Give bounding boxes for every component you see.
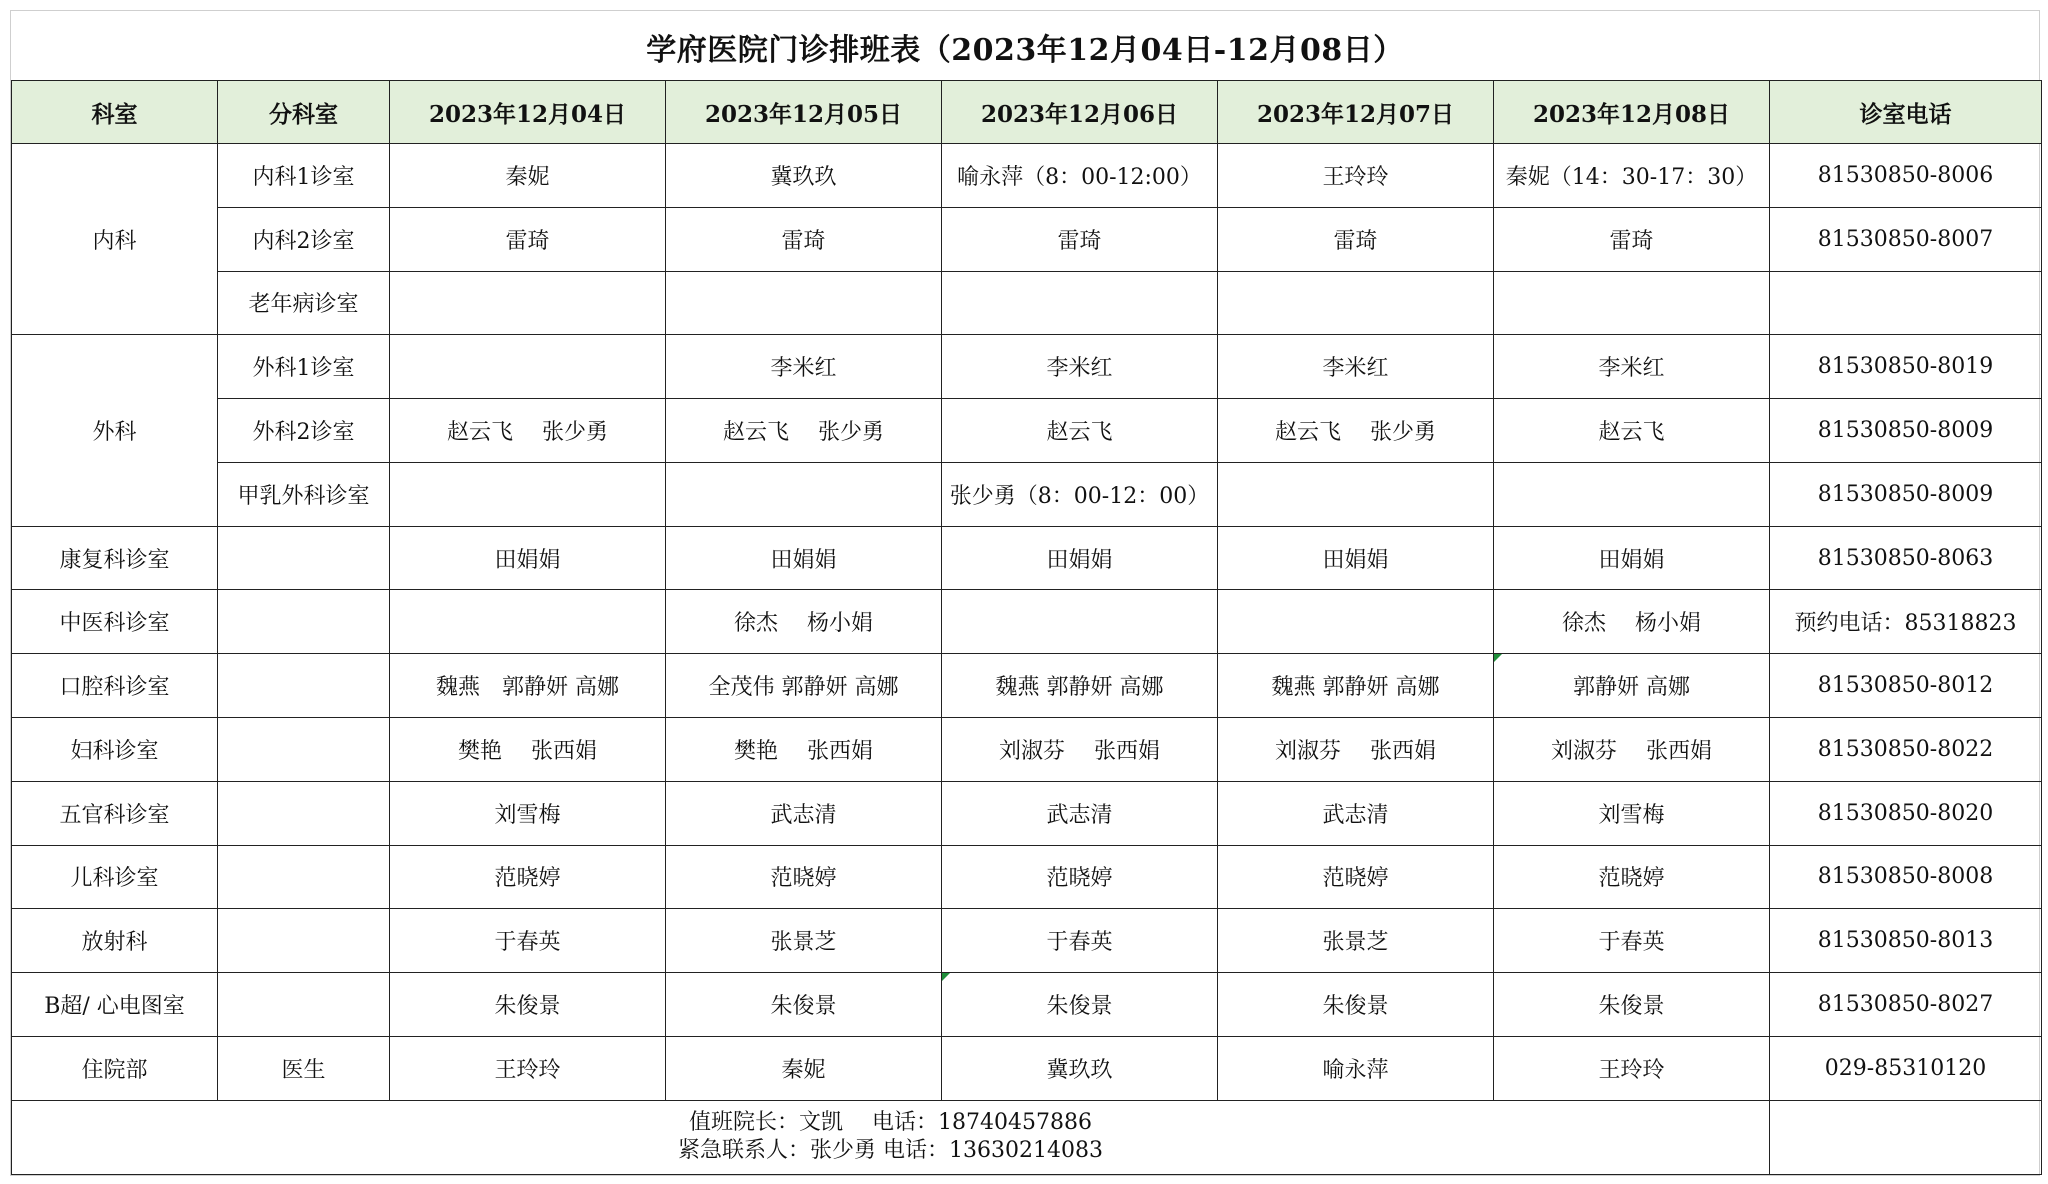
table-row (12, 462, 2042, 526)
phone-cell: 81530850-8020 (1770, 781, 2042, 845)
subdept-cell: 内科2诊室 (218, 207, 390, 271)
subdept-cell (218, 845, 390, 909)
doctor-cell: 武志清 (1218, 781, 1494, 845)
doctor-cell: 秦妮（14：30-17：30） (1494, 144, 1770, 208)
doctor-cell: 朱俊景 (1494, 973, 1770, 1037)
doctor-cell: 张少勇（8：00-12：00） (942, 462, 1218, 526)
phone-cell: 81530850-8027 (1770, 973, 2042, 1037)
dept-cell: 住院部 (12, 1036, 218, 1100)
doctor-cell: 樊艳 张西娟 (390, 718, 666, 782)
doctor-cell: 雷琦 (1218, 207, 1494, 271)
dept-cell: 口腔科诊室 (12, 654, 218, 718)
table-row (12, 207, 2042, 271)
header-row (12, 81, 2042, 144)
footer-row (12, 1100, 2042, 1174)
dept-cell: 妇科诊室 (12, 718, 218, 782)
doctor-cell: 雷琦 (390, 207, 666, 271)
page-title: 学府医院门诊排班表（2023年12月04日-12月08日） (646, 33, 1404, 68)
phone-cell: 81530850-8012 (1770, 654, 2042, 718)
doctor-cell: 喻永萍（8：00-12:00） (942, 144, 1218, 208)
phone-cell: 029-85310120 (1770, 1036, 2042, 1100)
phone-cell: 81530850-8008 (1770, 845, 2042, 909)
subdept-cell (218, 590, 390, 654)
doctor-cell: 于春英 (942, 909, 1218, 973)
doctor-cell: 朱俊景 (1218, 973, 1494, 1037)
doctor-cell: 魏燕 郭静妍 高娜 (942, 654, 1218, 718)
doctor-cell: 赵云飞 (942, 399, 1218, 463)
doctor-cell: 范晓婷 (666, 845, 942, 909)
subdept-cell: 外科2诊室 (218, 399, 390, 463)
phone-cell: 81530850-8063 (1770, 526, 2042, 590)
table-row (12, 1036, 2042, 1100)
doctor-cell: 武志清 (666, 781, 942, 845)
table-row (12, 271, 2042, 335)
subdept-cell (218, 909, 390, 973)
phone-cell: 81530850-8019 (1770, 335, 2042, 399)
doctor-cell: 喻永萍 (1218, 1036, 1494, 1100)
col-header-date-4: 2023年12月07日 (1218, 81, 1494, 144)
phone-cell: 81530850-8009 (1770, 399, 2042, 463)
dept-cell: 内科 (12, 144, 218, 335)
col-header-date-2: 2023年12月05日 (666, 81, 942, 144)
phone-cell (1770, 271, 2042, 335)
doctor-cell: 赵云飞 张少勇 (1218, 399, 1494, 463)
doctor-cell (390, 271, 666, 335)
doctor-cell: 李米红 (1218, 335, 1494, 399)
col-header-subdept: 分科室 (218, 81, 390, 144)
doctor-cell: 王玲玲 (1218, 144, 1494, 208)
col-header-dept: 科室 (12, 81, 218, 144)
doctor-cell: 魏燕 郭静妍 高娜 (390, 654, 666, 718)
doctor-cell: 冀玖玖 (942, 1036, 1218, 1100)
col-header-date-1: 2023年12月04日 (390, 81, 666, 144)
doctor-cell: 刘雪梅 (1494, 781, 1770, 845)
phone-cell: 81530850-8006 (1770, 144, 2042, 208)
doctor-cell: 范晓婷 (942, 845, 1218, 909)
doctor-cell: 王玲玲 (390, 1036, 666, 1100)
table-row (12, 144, 2042, 208)
doctor-cell: 田娟娟 (1494, 526, 1770, 590)
phone-cell: 81530850-8022 (1770, 718, 2042, 782)
dept-cell: 五官科诊室 (12, 781, 218, 845)
doctor-cell: 冀玖玖 (666, 144, 942, 208)
subdept-cell: 医生 (218, 1036, 390, 1100)
doctor-cell (390, 335, 666, 399)
doctor-cell: 全茂伟 郭静妍 高娜 (666, 654, 942, 718)
doctor-cell: 于春英 (390, 909, 666, 973)
doctor-cell: 雷琦 (942, 207, 1218, 271)
subdept-cell (218, 718, 390, 782)
doctor-cell: 范晓婷 (390, 845, 666, 909)
emergency-contact-line: 紧急联系人：张少勇 电话：13630214083 (678, 1138, 1103, 1164)
doctor-cell: 田娟娟 (942, 526, 1218, 590)
subdept-cell: 甲乳外科诊室 (218, 462, 390, 526)
doctor-cell: 范晓婷 (1218, 845, 1494, 909)
doctor-cell: 武志清 (942, 781, 1218, 845)
doctor-cell: 徐杰 杨小娟 (666, 590, 942, 654)
doctor-cell: 范晓婷 (1494, 845, 1770, 909)
doctor-cell: 赵云飞 (1494, 399, 1770, 463)
dept-cell: 放射科 (12, 909, 218, 973)
doctor-cell (1494, 462, 1770, 526)
subdept-cell: 内科1诊室 (218, 144, 390, 208)
dept-cell: B超/ 心电图室 (12, 973, 218, 1037)
doctor-cell: 刘淑芬 张西娟 (942, 718, 1218, 782)
doctor-cell: 樊艳 张西娟 (666, 718, 942, 782)
doctor-cell (666, 271, 942, 335)
phone-cell: 81530850-8007 (1770, 207, 2042, 271)
col-header-date-5: 2023年12月08日 (1494, 81, 1770, 144)
doctor-cell: 张景芝 (666, 909, 942, 973)
doctor-cell: 秦妮 (390, 144, 666, 208)
phone-cell: 81530850-8009 (1770, 462, 2042, 526)
subdept-cell (218, 973, 390, 1037)
table-row (12, 973, 2042, 1037)
table-row (12, 845, 2042, 909)
table-row (12, 399, 2042, 463)
col-header-phone: 诊室电话 (1770, 81, 2042, 144)
doctor-cell: 魏燕 郭静妍 高娜 (1218, 654, 1494, 718)
schedule-table (11, 80, 2042, 1175)
doctor-cell (1494, 271, 1770, 335)
doctor-cell: 田娟娟 (1218, 526, 1494, 590)
footer-empty-cell (1770, 1100, 2042, 1174)
doctor-cell: 李米红 (942, 335, 1218, 399)
doctor-cell: 赵云飞 张少勇 (666, 399, 942, 463)
table-row (12, 526, 2042, 590)
doctor-cell (1218, 590, 1494, 654)
dept-cell: 外科 (12, 335, 218, 526)
subdept-cell: 外科1诊室 (218, 335, 390, 399)
doctor-cell (390, 462, 666, 526)
doctor-cell: 雷琦 (666, 207, 942, 271)
doctor-cell (390, 590, 666, 654)
doctor-cell: 于春英 (1494, 909, 1770, 973)
doctor-cell: 赵云飞 张少勇 (390, 399, 666, 463)
doctor-cell (1218, 462, 1494, 526)
doctor-cell: 田娟娟 (666, 526, 942, 590)
table-row (12, 590, 2042, 654)
doctor-cell: 刘淑芬 张西娟 (1218, 718, 1494, 782)
table-row (12, 909, 2042, 973)
phone-cell: 预约电话：85318823 (1770, 590, 2042, 654)
doctor-cell: 雷琦 (1494, 207, 1770, 271)
doctor-cell: 秦妮 (666, 1036, 942, 1100)
doctor-cell (942, 590, 1218, 654)
doctor-cell: 朱俊景 (942, 973, 1218, 1037)
doctor-cell: 田娟娟 (390, 526, 666, 590)
doctor-cell: 朱俊景 (666, 973, 942, 1037)
duty-contact-cell (12, 1100, 1770, 1174)
doctor-cell: 郭静妍 高娜 (1494, 654, 1770, 718)
doctor-cell: 张景芝 (1218, 909, 1494, 973)
table-row (12, 654, 2042, 718)
subdept-cell (218, 526, 390, 590)
table-row (12, 335, 2042, 399)
doctor-cell: 刘淑芬 张西娟 (1494, 718, 1770, 782)
subdept-cell (218, 781, 390, 845)
dept-cell: 儿科诊室 (12, 845, 218, 909)
doctor-cell: 徐杰 杨小娟 (1494, 590, 1770, 654)
duty-director-line: 值班院长：文凯 电话：18740457886 (689, 1110, 1092, 1136)
subdept-cell (218, 654, 390, 718)
subdept-cell: 老年病诊室 (218, 271, 390, 335)
dept-cell: 康复科诊室 (12, 526, 218, 590)
doctor-cell: 王玲玲 (1494, 1036, 1770, 1100)
doctor-cell (666, 462, 942, 526)
col-header-date-3: 2023年12月06日 (942, 81, 1218, 144)
doctor-cell (942, 271, 1218, 335)
table-row (12, 781, 2042, 845)
doctor-cell: 刘雪梅 (390, 781, 666, 845)
doctor-cell: 李米红 (666, 335, 942, 399)
phone-cell: 81530850-8013 (1770, 909, 2042, 973)
dept-cell: 中医科诊室 (12, 590, 218, 654)
table-row (12, 718, 2042, 782)
doctor-cell: 朱俊景 (390, 973, 666, 1037)
doctor-cell (1218, 271, 1494, 335)
doctor-cell: 李米红 (1494, 335, 1770, 399)
